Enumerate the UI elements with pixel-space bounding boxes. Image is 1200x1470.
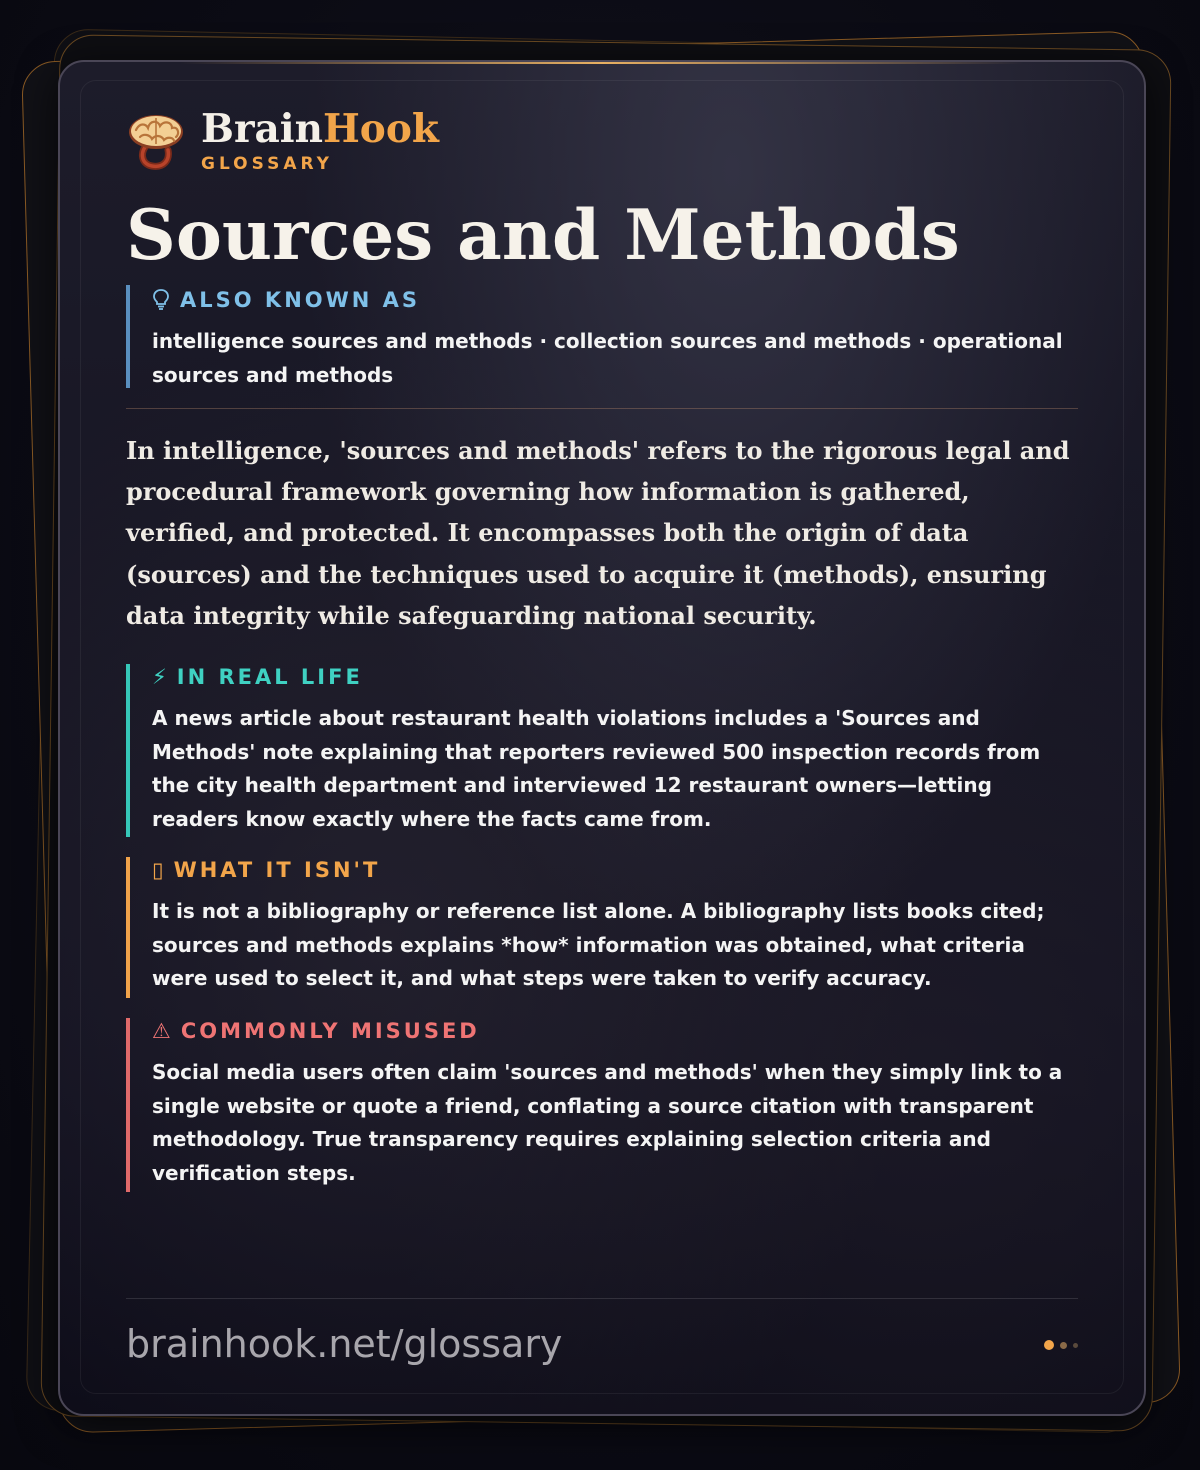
brand-header: [126, 106, 546, 174]
section-divider: [126, 408, 1078, 409]
brain-hook-icon: [126, 110, 186, 170]
brand-name-part2: Hook: [322, 106, 439, 152]
commonly-misused-text: Social media users often claim 'sources and methods' when they simply link to a single website or quote a friend, conflating a source citation with transparent methodology. True transparency requires explaining selection criteria and verification steps.: [152, 1060, 1063, 1185]
also-known-as-section: [126, 285, 1078, 388]
brand-subtitle: GLOSSARY: [201, 154, 333, 174]
warning-icon: ⚠: [152, 1019, 171, 1043]
what-it-isnt-section: [126, 857, 1078, 998]
footer-url-link[interactable]: brainhook.net/glossary: [126, 1322, 563, 1366]
in-real-life-heading: IN REAL LIFE: [176, 665, 363, 689]
in-real-life-section: [126, 664, 1078, 837]
brand-name: [201, 106, 439, 152]
also-known-as-heading: ALSO KNOWN AS: [180, 288, 421, 312]
in-real-life-heading-row: [152, 664, 1078, 690]
what-it-isnt-text: It is not a bibliography or reference list alone. A bibliography lists books cited; sources and methods explains *how* information was obtained, what criteria were used to select it, and what steps were taken to verify accuracy.: [152, 899, 1045, 990]
pagination-dots: [1044, 1339, 1078, 1351]
lightbulb-icon: [152, 287, 170, 313]
missing-glyph-icon: ▯: [152, 858, 164, 882]
also-known-as-heading-row: [152, 287, 1078, 313]
card-top-accent: [180, 62, 1024, 64]
commonly-misused-section: [126, 1018, 1078, 1192]
what-it-isnt-heading: WHAT IT ISN'T: [173, 858, 381, 882]
pagination-dot-active[interactable]: [1044, 1340, 1054, 1350]
pagination-dot[interactable]: [1073, 1343, 1078, 1348]
commonly-misused-heading-row: [152, 1018, 1078, 1044]
commonly-misused-heading: COMMONLY MISUSED: [180, 1019, 480, 1043]
footer-divider: [126, 1298, 1078, 1299]
glossary-card: [58, 60, 1146, 1416]
lightning-icon: ⚡: [152, 665, 167, 689]
in-real-life-text: A news article about restaurant health violations includes a 'Sources and Methods' note explaining that reporters reviewed 500 inspection records from the city health department and interviewed 12 restaurant owners—letting readers know exactly where the facts came from.: [152, 706, 1041, 831]
pagination-dot[interactable]: [1060, 1342, 1067, 1349]
also-known-as-text: intelligence sources and methods · collection sources and methods · operational sources and methods: [152, 329, 1063, 387]
brand-name-part1: Brain: [201, 106, 323, 152]
what-it-isnt-heading-row: [152, 857, 1078, 883]
term-title: Sources and Methods: [126, 195, 960, 276]
definition-text: In intelligence, 'sources and methods' refers to the rigorous legal and procedural framework governing how information is gathered, verified, and protected. It encompasses both the origin of data (sources) and the techniques used to acquire it (methods), ensuring data integrity while safeguarding national security.: [126, 436, 1070, 630]
